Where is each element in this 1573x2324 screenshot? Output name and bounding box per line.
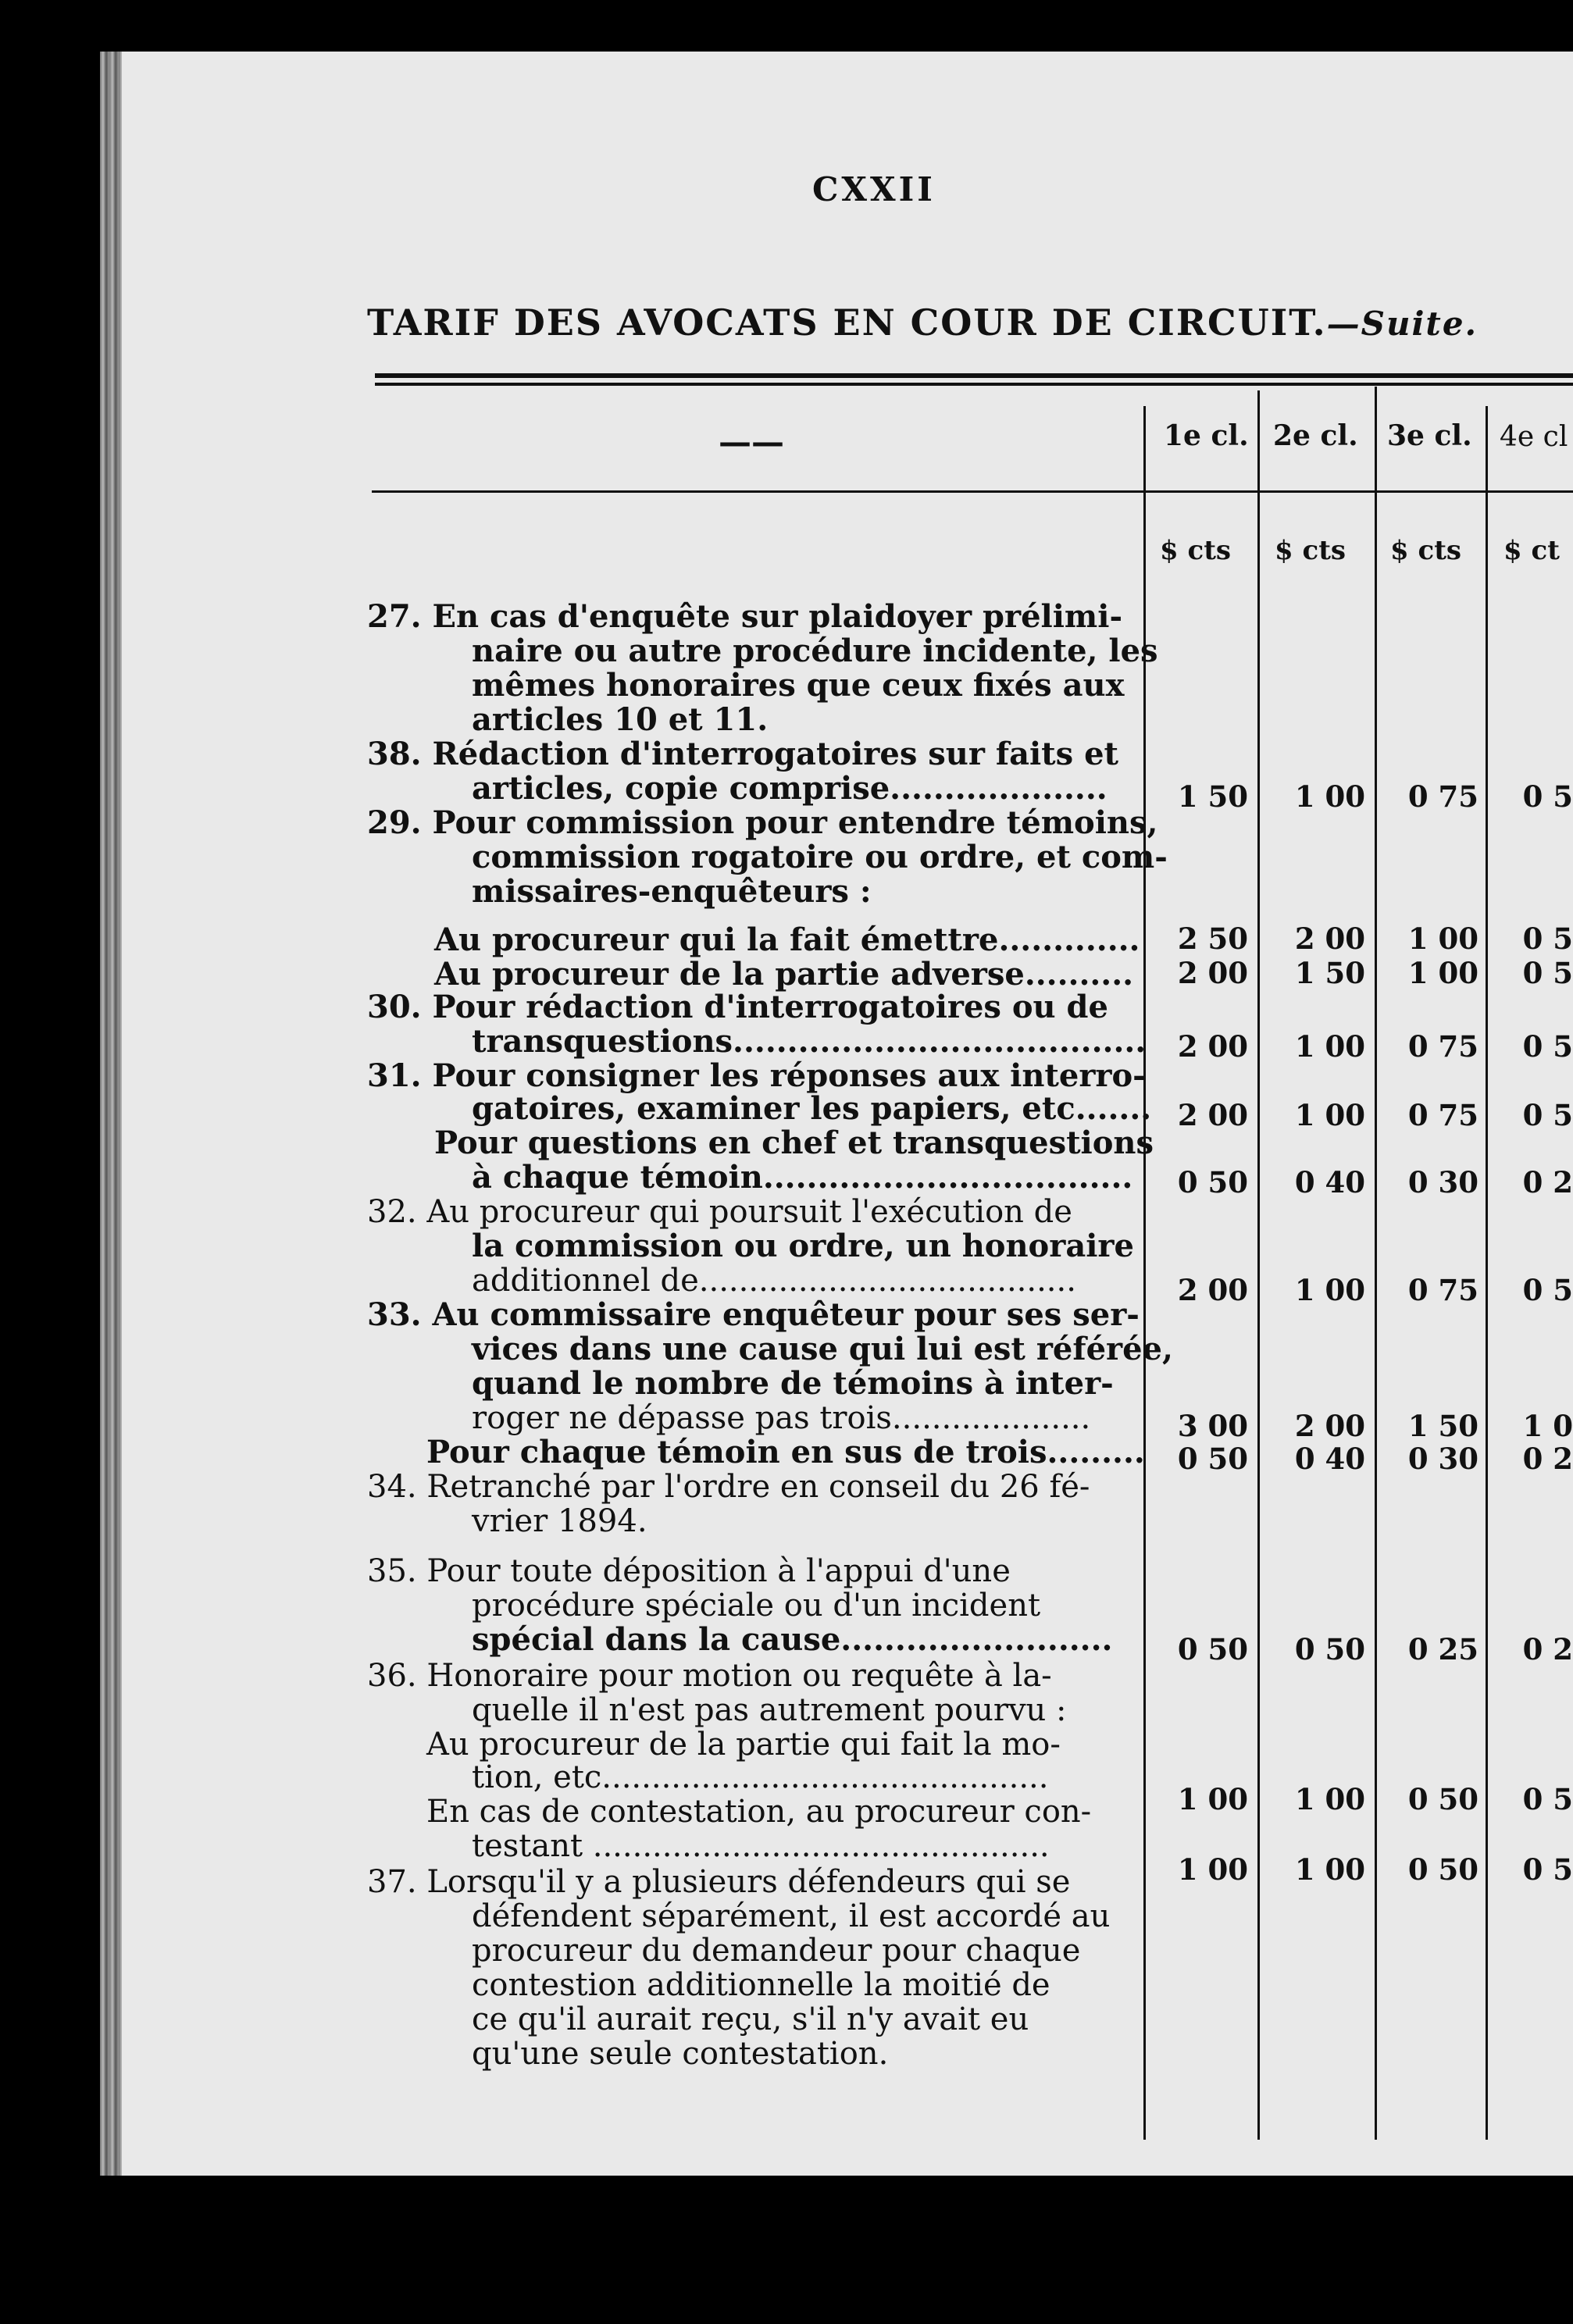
text-line: En cas de contestation, au procureur con- — [426, 1794, 1092, 1830]
text-line: Au procureur de la partie qui fait la mo- — [426, 1727, 1061, 1763]
text-line: à chaque témoin.................................. — [472, 1159, 1133, 1196]
text-line: 35. Pour toute déposition à l'appui d'une — [367, 1553, 1011, 1589]
text-line: transquestions...................................... — [472, 1023, 1147, 1060]
text-line: additionnel de...................................... — [472, 1263, 1076, 1299]
amount-cell: 1 00 — [1294, 1782, 1365, 1816]
amount-cell: 0 30 — [1407, 1165, 1478, 1199]
text-line: qu'une seule contestation. — [472, 2036, 889, 2072]
text-line: naire ou autre procédure incidente, les — [472, 633, 1158, 669]
column-divider-2 — [1257, 390, 1260, 2140]
title-double-rule-top — [375, 373, 1573, 378]
amount-cell: 0 2 — [1522, 1442, 1573, 1476]
text-line: 27. En cas d'enquête sur plaidoyer prélimi- — [367, 598, 1123, 635]
title-suffix: —Suite. — [1326, 305, 1478, 343]
amount-cell: 0 75 — [1407, 1029, 1478, 1064]
amount-cell: 0 2 — [1522, 1632, 1573, 1666]
text-line: 32. Au procureur qui poursuit l'exécution de — [367, 1194, 1072, 1230]
amount-cell: 1 50 — [1294, 956, 1365, 990]
text-line: articles 10 et 11. — [472, 701, 769, 738]
amount-cell: 0 5 — [1522, 921, 1573, 956]
amount-cell: 0 5 — [1522, 1782, 1573, 1816]
title-text: TARIF DES AVOCATS EN COUR DE CIRCUIT. — [367, 301, 1327, 344]
unit-label-2: $ cts — [1275, 535, 1347, 566]
text-line: Pour chaque témoin en sus de trois......... — [426, 1434, 1145, 1470]
description-column-header: —— — [719, 422, 784, 461]
amount-cell: 1 00 — [1177, 1782, 1248, 1816]
text-line: quelle il n'est pas autrement pourvu : — [472, 1692, 1067, 1728]
amount-cell: 1 00 — [1294, 1852, 1365, 1887]
amount-cell: 1 00 — [1177, 1852, 1248, 1887]
text-line: procédure spéciale ou d'un incident — [472, 1588, 1041, 1624]
amount-cell: 0 5 — [1522, 956, 1573, 990]
amount-cell: 1 00 — [1294, 1273, 1365, 1307]
amount-cell: 2 00 — [1177, 1098, 1248, 1132]
amount-cell: 0 50 — [1407, 1782, 1478, 1816]
amount-cell: 2 00 — [1177, 956, 1248, 990]
amount-cell: 1 00 — [1407, 956, 1478, 990]
text-line: commission rogatoire ou ordre, et com- — [472, 839, 1168, 875]
text-line: 29. Pour commission pour entendre témoins, — [367, 804, 1158, 841]
amount-cell: 0 50 — [1177, 1165, 1248, 1199]
text-line: roger ne dépasse pas trois.................... — [472, 1400, 1091, 1436]
text-line: 31. Pour consigner les réponses aux interro- — [367, 1057, 1146, 1094]
column-header-3: 3e cl. — [1387, 419, 1472, 452]
amount-cell: 2 00 — [1294, 1409, 1365, 1443]
amount-cell: 0 75 — [1407, 1273, 1478, 1307]
column-divider-3 — [1375, 387, 1377, 2140]
amount-cell: 0 50 — [1294, 1632, 1365, 1666]
text-line: vrier 1894. — [472, 1503, 647, 1539]
text-line: articles, copie comprise.................... — [472, 770, 1108, 807]
text-line: 38. Rédaction d'interrogatoires sur faits et — [367, 736, 1119, 772]
text-line: testant .............................................. — [472, 1828, 1050, 1864]
text-line: gatoires, examiner les papiers, etc....... — [472, 1090, 1152, 1127]
amount-cell: 2 50 — [1177, 921, 1248, 956]
text-line: Au procureur de la partie adverse.......... — [434, 956, 1134, 993]
amount-cell: 0 30 — [1407, 1442, 1478, 1476]
text-line: Au procureur qui la fait émettre............. — [434, 921, 1140, 958]
amount-cell: 0 5 — [1522, 1273, 1573, 1307]
title-double-rule-bottom — [375, 383, 1573, 386]
amount-cell: 3 00 — [1177, 1409, 1248, 1443]
text-line: spécial dans la cause......................... — [472, 1621, 1113, 1658]
amount-cell: 0 25 — [1407, 1632, 1478, 1666]
amount-cell: 0 5 — [1522, 1852, 1573, 1887]
text-line: 33. Au commissaire enquêteur pour ses ser- — [367, 1296, 1140, 1333]
column-header-4: 4e cl — [1500, 421, 1568, 453]
amount-cell: 1 00 — [1294, 779, 1365, 814]
amount-cell: 2 00 — [1177, 1029, 1248, 1064]
amount-cell: 1 50 — [1177, 779, 1248, 814]
amount-cell: 0 5 — [1522, 1029, 1573, 1064]
text-line: 37. Lorsqu'il y a plusieurs défendeurs qui se — [367, 1864, 1071, 1900]
amount-cell: 0 50 — [1177, 1632, 1248, 1666]
column-divider-4 — [1486, 406, 1488, 2140]
amount-cell: 1 00 — [1407, 921, 1478, 956]
amount-cell: 0 2 — [1522, 1165, 1573, 1199]
amount-cell: 0 50 — [1177, 1442, 1248, 1476]
text-line: missaires-enquêteurs : — [472, 873, 872, 910]
header-rule — [372, 490, 1573, 493]
text-line: vices dans une cause qui lui est référée, — [472, 1331, 1173, 1367]
text-line: tion, etc............................................. — [472, 1759, 1049, 1795]
amount-cell: 0 5 — [1522, 779, 1573, 814]
text-line: 30. Pour rédaction d'interrogatoires ou de — [367, 989, 1108, 1025]
amount-cell: 2 00 — [1177, 1273, 1248, 1307]
unit-label-4: $ ct — [1503, 535, 1560, 566]
text-line: Pour questions en chef et transquestions — [434, 1125, 1154, 1161]
unit-label-3: $ cts — [1390, 535, 1462, 566]
page-binding-edge — [100, 52, 122, 2176]
amount-cell: 1 0 — [1522, 1409, 1573, 1443]
amount-cell: 0 75 — [1407, 779, 1478, 814]
text-line: défendent séparément, il est accordé au — [472, 1898, 1111, 1934]
text-line: ce qu'il aurait reçu, s'il n'y avait eu — [472, 2001, 1029, 2037]
unit-label-1: $ cts — [1160, 535, 1232, 566]
amount-cell: 2 00 — [1294, 921, 1365, 956]
amount-cell: 0 50 — [1407, 1852, 1478, 1887]
amount-cell: 1 50 — [1407, 1409, 1478, 1443]
column-header-2: 2e cl. — [1273, 419, 1358, 452]
text-line: mêmes honoraires que ceux fixés aux — [472, 667, 1125, 704]
amount-cell: 0 75 — [1407, 1098, 1478, 1132]
amount-cell: 1 00 — [1294, 1098, 1365, 1132]
column-header-1: 1e cl. — [1164, 419, 1249, 452]
text-line: la commission ou ordre, un honoraire — [472, 1228, 1134, 1264]
amount-cell: 0 5 — [1522, 1098, 1573, 1132]
amount-cell: 1 00 — [1294, 1029, 1365, 1064]
text-line: quand le nombre de témoins à inter- — [472, 1365, 1114, 1402]
text-line: 36. Honoraire pour motion ou requête à la- — [367, 1658, 1052, 1694]
text-line: contestion additionnelle la moitié de — [472, 1967, 1050, 2003]
page-number: CXXII — [812, 170, 936, 209]
amount-cell: 0 40 — [1294, 1442, 1365, 1476]
text-line: procureur du demandeur pour chaque — [472, 1933, 1081, 1969]
text-line: 34. Retranché par l'ordre en conseil du 26 fé- — [367, 1469, 1090, 1505]
amount-cell: 0 40 — [1294, 1165, 1365, 1199]
page-title — [367, 301, 1478, 344]
